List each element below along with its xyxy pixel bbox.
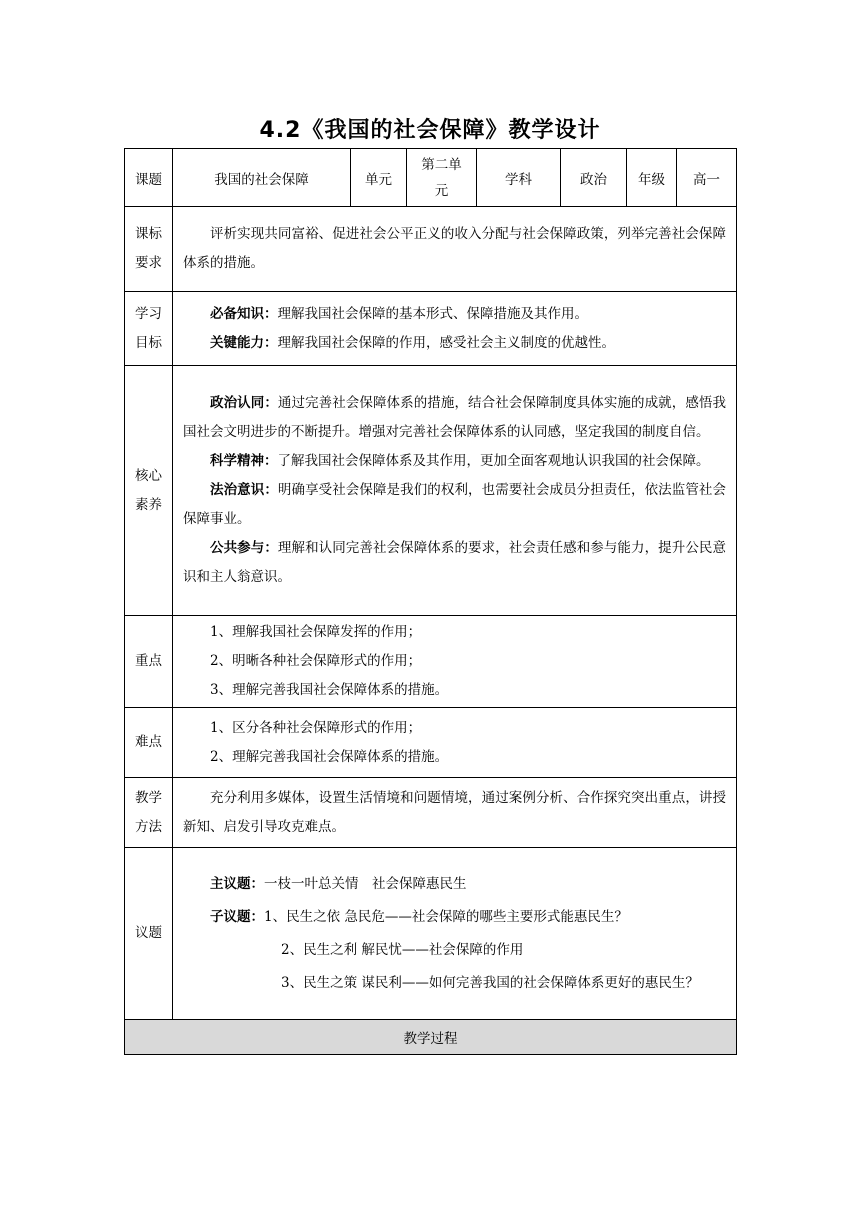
key-point-item: 2、明晰各种社会保障形式的作用； — [210, 653, 422, 669]
literacy-item: 公共参与：理解和认同完善社会保障体系的要求，社会责任感和参与能力，提升公民意识和主人翁意识。 — [183, 540, 726, 585]
sub-issue-1: 子议题：1、民生之依 急民危——社会保障的哪些主要形式能惠民生？ — [210, 908, 628, 925]
key-point-item: 3、理解完善我国社会保障体系的措施。 — [210, 682, 449, 698]
main-issue: 主议题：一枝一叶总关情 社会保障惠民生 — [210, 875, 467, 892]
standard-cell — [173, 207, 737, 292]
process-row — [125, 1020, 737, 1055]
literacy-item: 科学精神：了解我国社会保障体系及其作用，更加全面客观地认识我国的社会保障。 — [210, 453, 710, 469]
header-row — [125, 149, 737, 207]
methods-cell — [173, 778, 737, 848]
literacy-item: 政治认同：通过完善社会保障体系的措施，结合社会保障制度具体实施的成就，感悟我国社会文明进步的不断提升。增强对完善社会保障体系的认同感，坚定我国的制度自信。 — [183, 395, 726, 440]
difficulties-row — [125, 708, 737, 778]
literacy-label: 核心素养 — [125, 366, 173, 616]
issues-cell — [173, 848, 737, 1020]
literacy-row — [125, 366, 737, 616]
key-points-label: 重点 — [125, 616, 173, 708]
methods-text: 充分利用多媒体，设置生活情境和问题情境，通过案例分析、合作探究突出重点，讲授新知、启发引导攻克难点。 — [183, 789, 726, 835]
issues-label: 议题 — [125, 848, 173, 1020]
goals-cell — [173, 292, 737, 366]
topic-label: 课题 — [125, 149, 173, 207]
goals-row — [125, 292, 737, 366]
difficulties-label: 难点 — [125, 708, 173, 778]
difficulty-item: 1、区分各种社会保障形式的作用； — [210, 719, 422, 736]
difficulty-item: 2、理解完善我国社会保障体系的措施。 — [210, 748, 449, 765]
grade-label: 年级 — [627, 149, 677, 207]
methods-row — [125, 778, 737, 848]
methods-label: 教学方法 — [125, 778, 173, 848]
unit-value: 第二单元 — [407, 149, 477, 207]
topic-value: 我国的社会保障 — [173, 149, 351, 207]
goal-item: 关键能力：理解我国社会保障的作用，感受社会主义制度的优越性。 — [210, 334, 615, 351]
standard-label: 课标要求 — [125, 207, 173, 292]
key-points-cell — [173, 616, 737, 708]
subject-value: 政治 — [561, 149, 627, 207]
process-heading: 教学过程 — [125, 1020, 737, 1055]
goal-item: 必备知识：理解我国社会保障的基本形式、保障措施及其作用。 — [210, 305, 588, 322]
difficulties-cell — [173, 708, 737, 778]
document-title: 4.2《我国的社会保障》教学设计 — [259, 118, 601, 143]
sub-issue-3: 3、民生之策 谋民利——如何完善我国的社会保障体系更好的惠民生？ — [281, 974, 699, 991]
issues-row — [125, 848, 737, 1020]
subject-label: 学科 — [477, 149, 561, 207]
literacy-item: 法治意识：明确享受社会保障是我们的权利，也需要社会成员分担责任，依法监管社会保障事业。 — [183, 482, 726, 527]
key-points-row — [125, 616, 737, 708]
literacy-cell — [173, 366, 737, 616]
unit-label: 单元 — [351, 149, 407, 207]
sub-issue-2: 2、民生之利 解民忧——社会保障的作用 — [281, 941, 524, 958]
lesson-plan-table — [124, 148, 737, 1055]
standard-row — [125, 207, 737, 292]
grade-value: 高一 — [677, 149, 737, 207]
key-point-item: 1、理解我国社会保障发挥的作用； — [210, 624, 422, 640]
standard-text: 评析实现共同富裕、促进社会公平正义的收入分配与社会保障政策，列举完善社会保障体系的措施。 — [183, 226, 726, 271]
goals-label: 学习目标 — [125, 292, 173, 366]
